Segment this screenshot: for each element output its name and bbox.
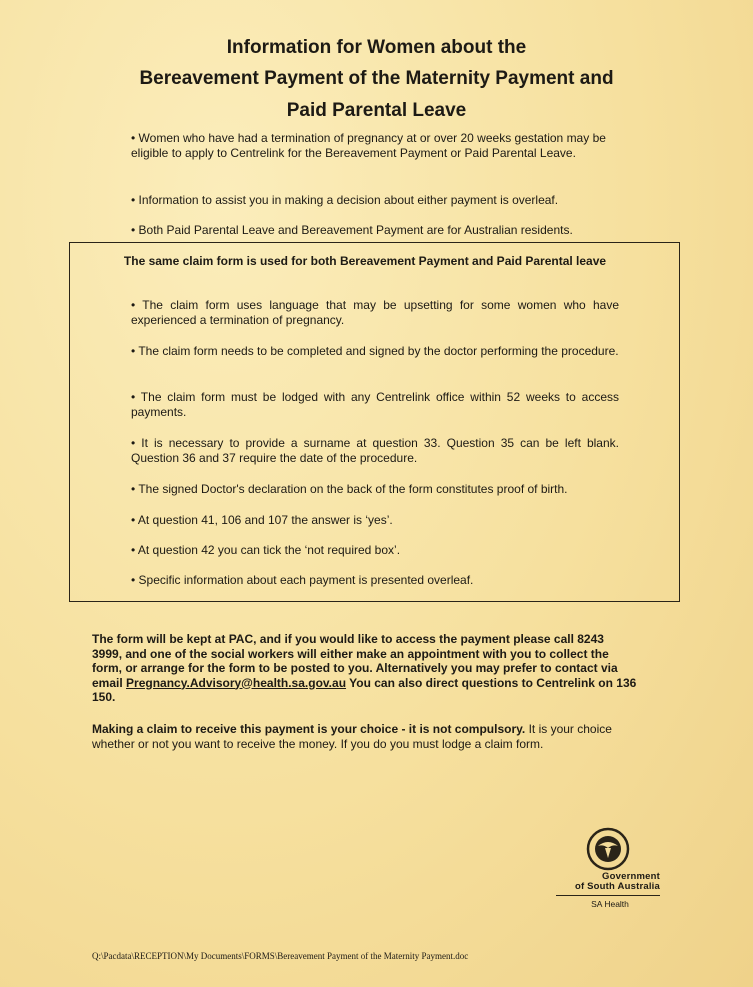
contact-text-start: The form will be kept at PAC, and if you would like to access the payment please call 8243 3999, and one of the social workers will either make an appointment with you to collect the form, or arrange for the form to be posted to you. Alternatively you may prefer to contact via email <box>92 632 618 690</box>
box-bullet: • The claim form needs to be completed and signed by the doctor performing the procedure. <box>131 344 619 358</box>
box-bullet: • It is necessary to provide a surname at question 33. Question 35 can be left blank. Question 36 and 37 require the date of the procedure. <box>131 436 619 465</box>
box-bullet: • The claim form must be lodged with any Centrelink office within 52 weeks to access payments. <box>131 390 619 419</box>
document-file-path: Q:\Pacdata\RECEPTION\My Documents\FORMS\Bereavement Payment of the Maternity Payment.doc <box>92 951 469 961</box>
choice-rest-text: It is your choice whether or not you want to receive the money. If you do you must lodge a claim form. <box>92 722 612 751</box>
contact-text-end: You can also direct questions to Centrelink on 136 150. <box>92 675 637 704</box>
title-line-1: Information for Women about the <box>226 37 527 58</box>
choice-bold-text: Making a claim to receive this payment is your choice - it is not compulsory. <box>92 722 526 736</box>
intro-paragraph-eligibility: • Women who have had a termination of pregnancy at or over 20 weeks gestation may be eligible to apply to Centrelink for the Bereavement Payment or Paid Parental Leave. <box>131 131 606 160</box>
box-bullet: • At question 41, 106 and 107 the answer is ‘yes’. <box>131 513 393 527</box>
intro-paragraph-information: • Information to assist you in making a decision about either payment is overleaf. <box>131 193 559 207</box>
intro-paragraph-residents: • Both Paid Parental Leave and Bereavement Payment are for Australian residents. <box>131 223 573 237</box>
title-line-3: Paid Parental Leave <box>286 100 467 121</box>
choice-paragraph <box>92 722 637 751</box>
government-line-2: of South Australia <box>574 881 660 892</box>
box-bullet: • At question 42 you can tick the ‘not required box’. <box>131 543 401 557</box>
contact-paragraph <box>92 632 637 705</box>
sa-health-label: SA Health <box>591 899 629 909</box>
logo-divider <box>556 895 660 896</box>
claim-form-box-title: The same claim form is used for both Bereavement Payment and Paid Parental leave <box>123 254 607 268</box>
box-bullet: • Specific information about each payment is presented overleaf. <box>131 573 474 587</box>
piping-shrike-crest-icon <box>578 826 638 872</box>
government-line-1: Government <box>602 871 660 882</box>
title-line-2: Bereavement Payment of the Maternity Payment and <box>139 68 614 89</box>
email-link[interactable]: Pregnancy.Advisory@health.sa.gov.au <box>126 675 347 690</box>
box-bullet: • The claim form uses language that may be upsetting for some women who have experienced a termination of pregnancy. <box>131 298 619 327</box>
government-logo-text <box>540 872 660 892</box>
box-bullet: • The signed Doctor's declaration on the back of the form constitutes proof of birth. <box>131 482 568 496</box>
